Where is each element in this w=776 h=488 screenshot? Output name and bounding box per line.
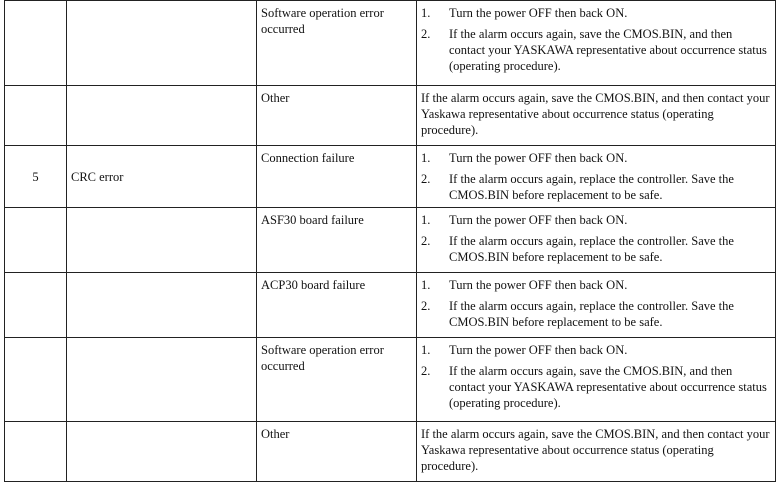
step-text: If the alarm occurs again, replace the controller. Save the CMOS.BIN before replacement to be safe. — [449, 299, 734, 329]
step-text: Turn the power OFF then back ON. — [449, 6, 628, 20]
remedy-steps — [421, 342, 771, 411]
remedy-text: If the alarm occurs again, save the CMOS.BIN, and then contact your Yaskawa representative about occurrence status (operating procedure). — [421, 91, 770, 137]
remedy-step — [421, 342, 771, 358]
cause-cell: Connection failure — [257, 146, 417, 208]
remedy-cell — [417, 208, 776, 273]
cause-cell: Other — [257, 86, 417, 146]
table-row — [5, 208, 776, 273]
remedy-step — [421, 233, 771, 265]
remedy-step — [421, 363, 771, 411]
cause-cell: Other — [257, 422, 417, 482]
step-text: Turn the power OFF then back ON. — [449, 343, 628, 357]
step-number: 1. — [421, 213, 431, 227]
step-text: If the alarm occurs again, replace the controller. Save the CMOS.BIN before replacement to be safe. — [449, 172, 734, 202]
alarm-number-cell — [5, 86, 67, 146]
remedy-steps — [421, 212, 771, 265]
alarm-name-cell — [67, 86, 257, 146]
remedy-cell — [417, 146, 776, 208]
remedy-cell — [417, 86, 776, 146]
remedy-steps — [421, 5, 771, 74]
alarm-remedy-table — [4, 0, 776, 482]
remedy-cell — [417, 338, 776, 422]
step-number: 1. — [421, 343, 431, 357]
remedy-cell — [417, 1, 776, 86]
step-text: If the alarm occurs again, save the CMOS.BIN, and then contact your YASKAWA representative about occurrence status (operating procedure). — [449, 27, 767, 73]
remedy-steps — [421, 277, 771, 330]
table-row — [5, 86, 776, 146]
table-row — [5, 146, 776, 208]
alarm-name-cell: CRC error — [67, 146, 257, 208]
alarm-name-cell — [67, 273, 257, 338]
step-number: 2. — [421, 172, 431, 186]
remedy-steps — [421, 150, 771, 203]
table-row — [5, 422, 776, 482]
step-number: 1. — [421, 151, 431, 165]
remedy-step — [421, 5, 771, 21]
remedy-text: If the alarm occurs again, save the CMOS.BIN, and then contact your Yaskawa representative about occurrence status (operating procedure). — [421, 427, 770, 473]
cause-cell: ASF30 board failure — [257, 208, 417, 273]
step-number: 2. — [421, 299, 431, 313]
step-text: Turn the power OFF then back ON. — [449, 278, 628, 292]
remedy-step — [421, 212, 771, 228]
alarm-name-cell — [67, 422, 257, 482]
remedy-cell — [417, 422, 776, 482]
remedy-step — [421, 277, 771, 293]
remedy-step — [421, 26, 771, 74]
remedy-cell — [417, 273, 776, 338]
alarm-number-cell — [5, 422, 67, 482]
remedy-step — [421, 171, 771, 203]
step-text: If the alarm occurs again, replace the controller. Save the CMOS.BIN before replacement to be safe. — [449, 234, 734, 264]
step-number: 2. — [421, 27, 431, 41]
step-number: 1. — [421, 6, 431, 20]
alarm-name-cell — [67, 338, 257, 422]
remedy-step — [421, 298, 771, 330]
step-number: 1. — [421, 278, 431, 292]
cause-cell: Software operation error occurred — [257, 1, 417, 86]
table-row — [5, 338, 776, 422]
table-row — [5, 273, 776, 338]
table-body — [5, 1, 776, 482]
remedy-step — [421, 150, 771, 166]
alarm-number-cell — [5, 1, 67, 86]
alarm-number-cell — [5, 338, 67, 422]
alarm-name-cell — [67, 1, 257, 86]
alarm-number-cell — [5, 273, 67, 338]
alarm-number-cell: 5 — [5, 146, 67, 208]
alarm-name-cell — [67, 208, 257, 273]
step-text: Turn the power OFF then back ON. — [449, 213, 628, 227]
step-number: 2. — [421, 234, 431, 248]
cause-cell: Software operation error occurred — [257, 338, 417, 422]
step-text: Turn the power OFF then back ON. — [449, 151, 628, 165]
step-number: 2. — [421, 364, 431, 378]
alarm-number-cell — [5, 208, 67, 273]
cause-cell: ACP30 board failure — [257, 273, 417, 338]
step-text: If the alarm occurs again, save the CMOS.BIN, and then contact your YASKAWA representative about occurrence status (operating procedure). — [449, 364, 767, 410]
table-row — [5, 1, 776, 86]
